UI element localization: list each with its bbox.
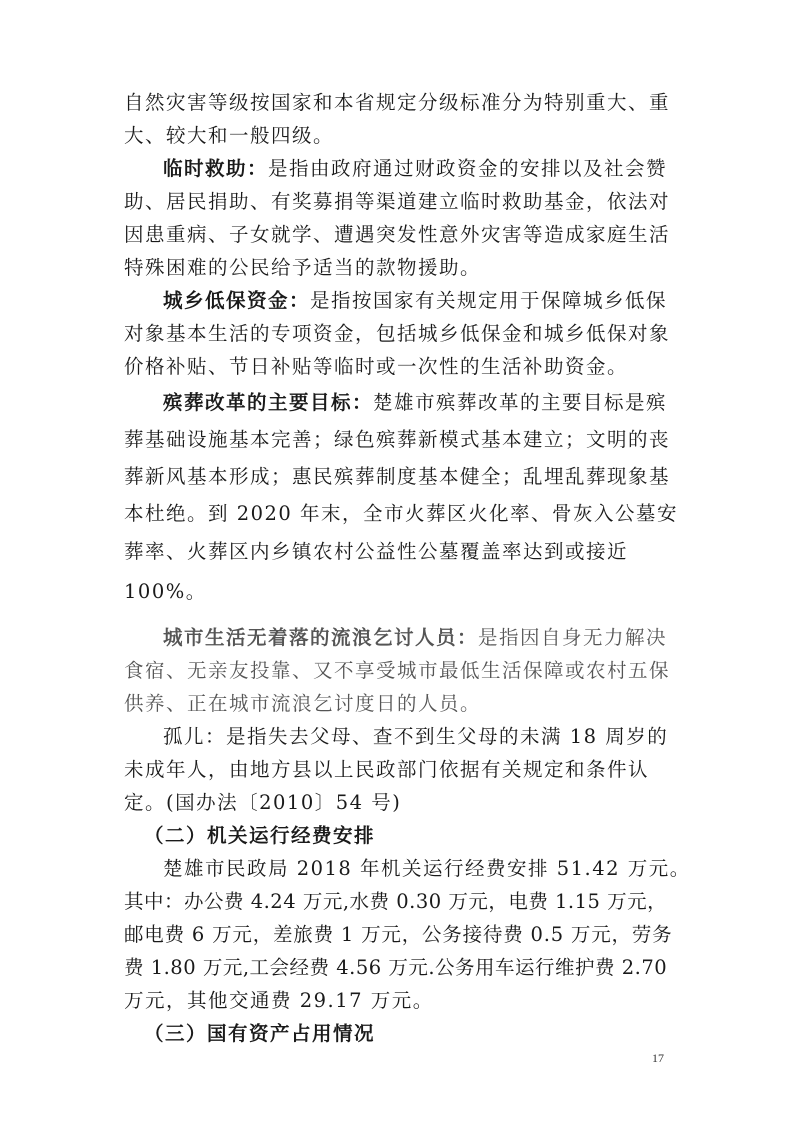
page-number: 17 [652,1051,664,1065]
paragraph-line: 万元，其他交通费 29.17 万元。 [124,989,434,1012]
paragraph-line: 对象基本生活的专项资金，包括城乡低保金和城乡低保对象 [124,322,671,345]
paragraph-line [163,289,667,313]
section-heading: （三）国有资产占用情况 [144,1022,376,1045]
term-heading: 殡葬改革的主要目标： [163,391,374,414]
paragraph-line: 其中：办公费 4.24 万元,水费 0.30 万元，电费 1.15 万元， [124,890,668,913]
term-heading: 临时救助： [163,157,269,180]
paragraph-line: 价格补贴、节日补贴等临时或一次性的生活补助资金。 [124,355,629,378]
paragraph-line [163,157,667,181]
paragraph-line [163,626,667,650]
term-heading: 城市生活无着落的流浪乞讨人员： [163,626,479,649]
paragraph-line: 大、较大和一般四级。 [124,124,335,147]
term-definition: 是指由政府通过财政资金的安排以及社会赞 [268,157,668,180]
paragraph-line [163,391,667,415]
term-definition: 楚雄市殡葬改革的主要目标是殡 [373,391,668,414]
paragraph-line: 定。(国办法〔2010〕54 号) [124,791,402,814]
paragraph-line: 孤儿：是指失去父母、查不到生父母的未满 18 周岁的 [163,725,669,748]
paragraph-line: 助、居民捐助、有奖募捐等渠道建立临时救助基金，依法对 [124,190,671,213]
paragraph-line: 费 1.80 万元,工会经费 4.56 万元.公务用车运行维护费 2.70 [124,956,668,979]
paragraph-line: 自然灾害等级按国家和本省规定分级标准分为特别重大、重 [124,91,671,114]
term-definition: 是指按国家有关规定用于保障城乡低保 [310,289,668,312]
paragraph-line: 未成年人，由地方县以上民政部门依据有关规定和条件认 [124,758,650,781]
term-heading: 城乡低保资金： [163,289,311,312]
paragraph-line: 供养、正在城市流浪乞讨度日的人员。 [124,692,482,715]
paragraph-line: 葬基础设施基本完善；绿色殡葬新模式基本建立；文明的丧 [124,428,671,451]
paragraph-line: 本杜绝。到 2020 年末，全市火葬区火化率、骨灰入公墓安 [124,502,679,525]
paragraph-line: 葬新风基本形成；惠民殡葬制度基本健全；乱埋乱葬现象基 [124,465,671,488]
paragraph-line: 楚雄市民政局 2018 年机关运行经费安排 51.42 万元。 [163,857,691,880]
paragraph-line: 特殊困难的公民给予适当的款物援助。 [124,256,482,279]
paragraph-line: 100%。 [124,580,207,603]
term-definition: 是指因自身无力解决 [478,626,668,649]
section-heading: （二）机关运行经费安排 [144,824,376,847]
paragraph-line: 邮电费 6 万元，差旅费 1 万元，公务接待费 0.5 万元，劳务 [124,923,673,946]
paragraph-line: 葬率、火葬区内乡镇农村公益性公墓覆盖率达到或接近 [124,540,629,563]
paragraph-line: 因患重病、子女就学、遭遇突发性意外灾害等造成家庭生活 [124,223,671,246]
paragraph-line: 食宿、无亲友投靠、又不享受城市最低生活保障或农村五保 [124,659,671,682]
